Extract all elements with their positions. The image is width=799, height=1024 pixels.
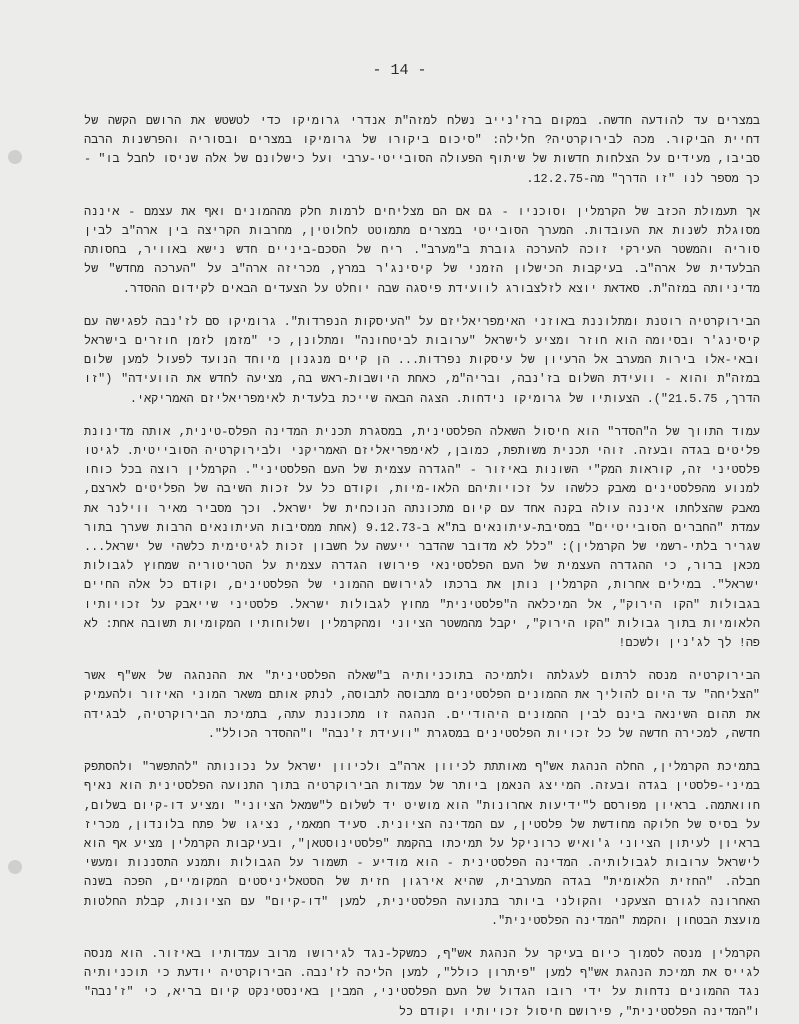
paragraph [84,203,760,299]
paragraph-text: הקרמלין מנסה לסמוך כיום בעיקר על הנהגת אש"ף, כמשקל-נגד לגירושו מרוב עמדותיו באיזור. הוא מנסה לגייס את תמיכת הנהגת אש"ף למען "פיתרון כולל", למען הליכה לז'נבה. הבירוקרטיה יודעת כי תוכניותיה נגד ההמונים נדחות על ידי רובו הגדול של העם הפלסטיני, המבין באינסטינקט קיום בריא, כי "ז'נבה" ו"המדינה הפלסטינית", פירושם חיסול זכויותיו וקודם כל [84,946,760,1019]
paragraph [84,423,760,653]
paragraph-text: אך תעמולת הכזב של הקרמלין וסוכניו - גם אם הם מצליחים לרמות חלק מההמונים ואף את עצמם - איננה מסוגלת לשנות את העובדות. המערך הסובייטי במצרים מתמוטט לחלוטין, מחרבות הקריצה בין ארה"ב לבין סוריה והמשטר העירקי זוכה להערכה גוברת ב"מערב". ריח של הסכם-ביניים חדש נישא באוויר, בחסותה הבלעדית של ארה"ב. בעיקבות הכישלון הזמני של קיסינג'ר במרץ, מכריזה ארה"ב על "הערכה מחדש" של מדיניותה במזה"ת. סאדאת יוצא לזלצבורג לוועידת פיסגה שבה יוחלט על הצעדים הבאים לקידום ההסדר. [84,204,760,296]
paragraph [84,313,760,409]
paragraph-text: עמוד התווך של ה"הסדר" הוא חיסול השאלה הפלסטינית, במסגרת תכנית המדינה הפלס-טינית, אותה מדינונת פליטים בגדה ובעזה. זוהי תכנית משותפת, כמובן, לאימפריאליזם האמריקני ולבירוקרטיה הסובייטית. לגיטו פלסטיני זה, קוראות המק"י השונות באיזור - "הגדרה עצמית של העם הפלסטיני". הקרמלין רוצה בכל כוחו למנוע מהפלסטינים מאבק כלשהו על זכויותיהם הלאו-מיות, וקודם כל על זכות השיבה של הפליטים לארצם, מאבק שהצלחתו איננה עולה בקנה אחד עם קיום מתכונתה הנוכחית של ישראל. וכך מסביר מאיר ווילנר את עמדת "החברים הסובייטיים" במסיבת-עיתונאים בת"א ב-9.12.73 (אחת ממסיבות העיתונאים הרבות שערך בתור שגריר בלתי-רשמי של הקרמלין): "כלל לא מדובר שהדבר ייעשה על חשבון זכות לגיטימית כלשהי של ישראל... מכאן ברור, כי ההגדרה העצמית של העם הפלסטינאי פירושו הגדרה עצמית על הטריטוריה שמחוץ לגבולות ישראל". במילים אחרות, הקרמלין נותן את ברכתו לגירושם ההמוני של הפלסטינים, וקודם כל אלה החיים בגבולות "הקו הירוק", אל המיכלאה ה"פלסטינית" מחוץ לגבולות ישראל. פלסטיני שייאבק על זכויותיו הלאומיות בתוך גבולות "הקו הירוק", יקבל מהמשטר הציוני ומהקרמלין ושלוחותיו המקומיות תשובה אחת: לא פה! לך לג'נין ולשכם! [84,424,760,651]
paragraph [84,112,760,189]
punch-hole-mark [8,860,22,874]
page-number: - 14 - [372,62,427,79]
paragraph [84,945,760,1022]
paragraph-text: הבירוקרטיה מנסה לרתום לעגלתה ולתמיכה בתוכניותיה ב"שאלה הפלסטינית" את ההנהגה של אש"ף אשר "הצליחה" עד היום להוליך את ההמונים הפלסטינים מתבוסה לתבוסה, לנתק אותם משאר המוני האיזור ולהעמיק את תהום השינאה בינם לבין ההמונים היהודיים. הנהגה זו מתכוננת עתה, בתמיכת הבירוקרטיה, לבגידה חדשה, למכירה חדשה של כל זכויות הפלסטינים במסגרת "וועידת ז'נבה" ו"ההסדר הכולל". [84,669,760,741]
paragraph-text: בתמיכת הקרמלין, החלה הנהגת אש"ף מאותתת לכיוון ארה"ב ולכיוון ישראל על נכונותה "להתפשר" ולהסתפק במיני-פלסטין בגדה ובעזה. המייצג הנאמן ביותר של עמדות הבירוקרטיה בתוך התנועה הפלסטינית הוא נאיף חוואתמה. בראיון מפורסם ל"ידיעות אחרונות" הוא מושיט יד לשלום ל"שמאל הציוני" ומציע דו-קיום בשלום, על בסיס של חלוקה מחודשת של פלסטין, עם המדינה הציונית. סעיד חמאמי, נציגו של פתח בלונדון, מכריז בראיון לעיתון הציוני ג'ואיש כרוניקל על תמיכתו בהקמת "פלסטינוסטאן", ובעיקבות הקרמלין מציע אף הוא לישראל ערובות לגבולותיה. המדינה הפלסטינית - הוא מודיע - תשמור על הגבולות ותמנע התסננות ומעשי חבלה. "החזית הלאומית" בגדה המערבית, שהיא אירגון חזית של הסטאליניסטים המקומיים, הפכה בשנה האחרונה לגורם הצעקני והקולני ביותר בתנועה הפלסטינית, למען "דו-קיום" עם הציונות, קבלת החלטות מועצת הבטחון והקמת "המדינה הפלסטינית". [84,760,760,928]
paragraph [84,667,760,744]
punch-hole-mark [8,150,22,164]
body-text [84,112,760,1024]
paragraph-text: הבירוקרטיה רוטנת ומתלוננת באוזני האימפריאליזם על "העיסקות הנפרדות". גרומיקו סם לז'נבה לפגישה עם קיסינג'ר ובסיומה הוא חוזר ומציע לישראל "ערובות לביטחונה" ומתלונן, כי "מזמן לזמן חוזרים בישראל ובאי-אלו בירות המערב אל הרעיון של עיסקות נפרדות... הן קיים מנגנון מיוחד הנועד לפעול למען שלום במזה"ת והוא - וועידת השלום בז'נבה, ובריה"מ, כאחת היושבות-ראש בה, מציעה לחדש את הוועידה" ("זו הדרך, 21.5.75"). הצעותיו של גרומיקו נידחות. הצגה הבאה שייכת בלעדית לאימפריאליזם האמריקאי. [84,314,760,406]
paragraph-text: במצרים עד להודעה חדשה. במקום ברז'נייב נשלח למזה"ת אנדרי גרומיקו כדי לטשטש את הרושם הקשה של דחיית הביקור. מכה לבירוקרטיה? חלילה: "סיכום ביקורו של גרומיקו במצרים ובסוריה והפרשנות הרבה סביבו, מעידים על הצלחות חדשות של שיתוף הפעולה הסובייטי-ערבי ועל כישלונם של אלה שניסו לחבל בו" - כך מספר לנו "זו הדרך" מה-12.2.75. [84,114,760,186]
paragraph [84,758,760,931]
